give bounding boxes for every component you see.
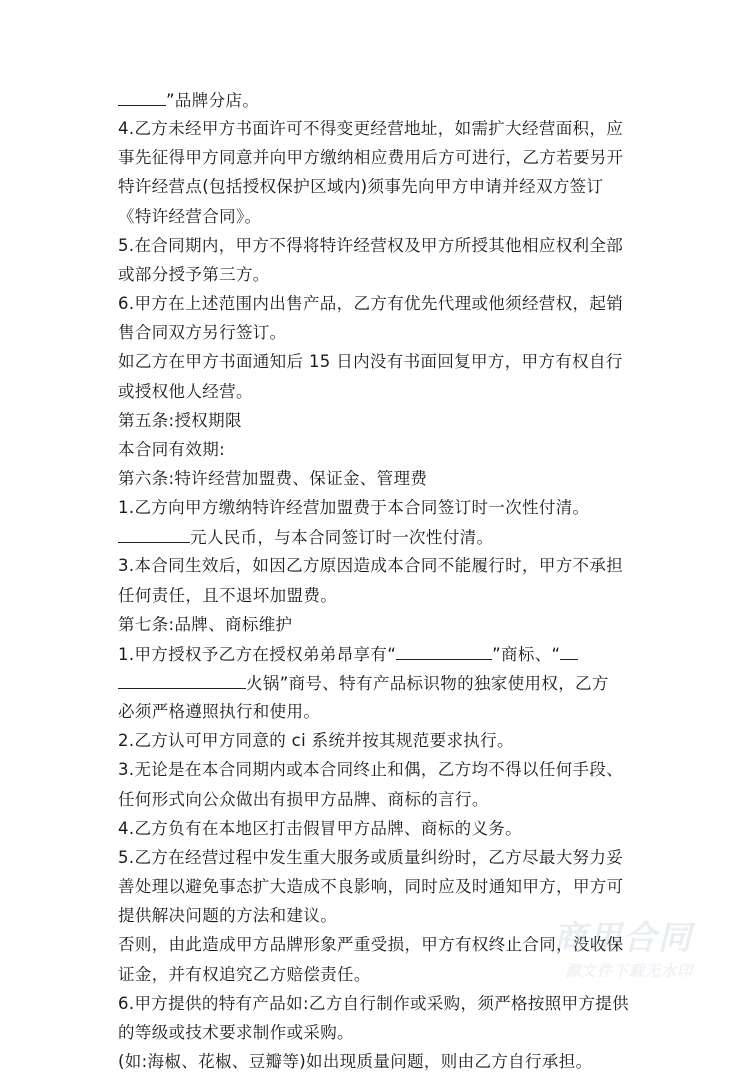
text-line: (如:海椒、花椒、豆瓣等)如出现质量问题，则由乙方自行承担。 [118,1051,593,1071]
text-line: 1.甲方授权予乙方在授权弟弟昂享有“ ”商标、“ [118,641,638,667]
text-line: 火锅”商号、特有产品标识物的独家使用权，乙方 [118,670,638,696]
text-line: 4.乙方未经甲方书面许可不得变更经营地址，如需扩大经营面积，应 [118,119,624,139]
text-line: 5.在合同期内，甲方不得将特许经营权及甲方所授其他相应权利全部 [118,235,624,255]
text-line: 的等级或技术要求制作或采购。 [118,1022,354,1042]
text-line: 必须严格遵照执行和使用。 [118,702,321,722]
blank-field [118,670,246,689]
text-line: 4.乙方负有在本地区打击假冒甲方品牌、商标的义务。 [118,818,522,838]
text-line: 任何形式向公众做出有损甲方品牌、商标的言行。 [118,789,489,809]
blank-field [560,641,578,660]
text-line: 6.甲方在上述范围内出售产品，乙方有优先代理或他须经营权，起销 [118,294,624,314]
text-line: 元人民币，与本合同签订时一次性付清。 [118,524,638,550]
text-line: 特许经营点(包括授权保护区域内)须事先向甲方申请并经双方签订 [118,177,604,197]
watermark-title: 商用合同 [553,918,693,957]
text-line: 任何责任，且不退坏加盟费。 [118,585,338,605]
watermark-subtitle: 源文件下载无水印 [564,962,693,980]
text-line: ”品牌分店。 [118,87,638,113]
text-line: 本合同有效期: [118,439,226,459]
text-line: 3.本合同生效后，如因乙方原因造成本合同不能履行时，甲方不承担 [118,556,624,576]
text-line: 证金，并有权追究乙方赔偿责任。 [118,964,371,984]
text-line: 事先征得甲方同意并向甲方缴纳相应费用后方可进行，乙方若要另开 [118,148,624,168]
text-line: 或授权他人经营。 [118,381,253,401]
text-line: 《特许经营合同》。 [118,206,262,226]
text-line: 5.乙方在经营过程中发生重大服务或质量纠纷时，乙方尽最大努力妥 [118,847,624,867]
blank-field [118,87,166,106]
text-line: 6.甲方提供的特有产品如:乙方自行制作或采购，须严格按照甲方提供 [118,993,630,1013]
text-line: 售合同双方另行签订。 [118,323,287,343]
text-line: 第六条:特许经营加盟费、保证金、管理费 [118,468,428,488]
text-line: 如乙方在甲方书面通知后 15 日内没有书面回复甲方，甲方有权自行 [118,352,623,372]
text-line: 否则，由此造成甲方品牌形象严重受损，甲方有权终止合同，没收保 [118,935,624,955]
text-line: 2.乙方认可甲方同意的 ci 系统并按其规范要求执行。 [118,731,514,751]
text-line: 1.乙方向甲方缴纳特许经营加盟费于本合同签订时一次性付清。 [118,498,590,518]
text-line: 或部分授予第三方。 [118,264,270,284]
text-line: 3.无论是在本合同期内或本合同终止和偶，乙方均不得以任何手段、 [118,760,624,780]
text-line: 提供解决问题的方法和建议。 [118,906,338,926]
text-line: 第五条:授权期限 [118,410,242,430]
blank-field [396,641,492,660]
text-line: 善处理以避免事态扩大造成不良影响，同时应及时通知甲方，甲方可 [118,877,624,897]
text-line: 第七条:品牌、商标维护 [118,614,293,634]
blank-field [118,524,190,543]
